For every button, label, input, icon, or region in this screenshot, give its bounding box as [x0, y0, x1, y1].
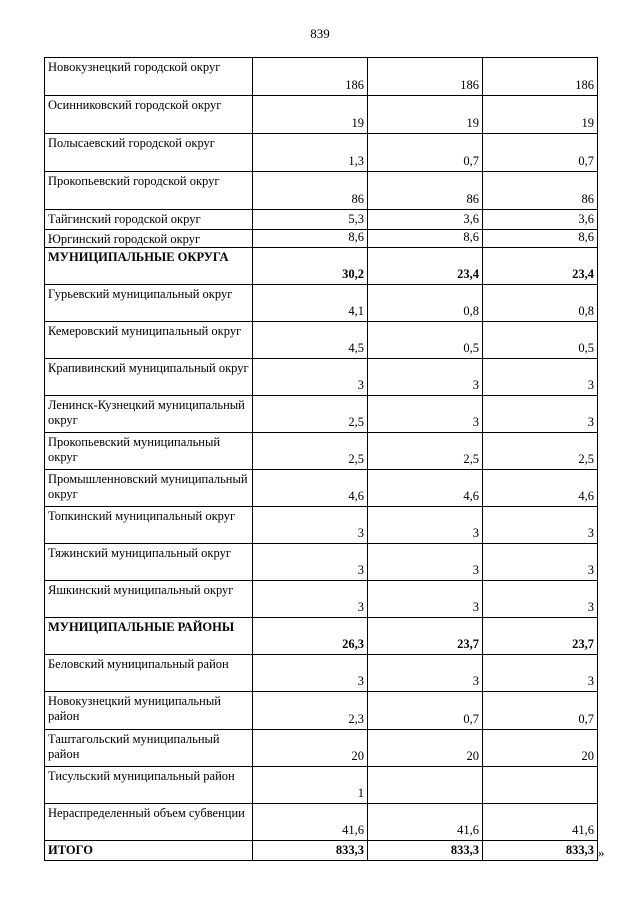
table-summary-row	[45, 248, 598, 285]
value-cell-col-2: 3	[368, 507, 483, 544]
value-cell-col-3: 3	[483, 581, 598, 618]
value-cell-col-1: 4,6	[253, 470, 368, 507]
value-cell-col-2: 3	[368, 655, 483, 692]
value-cell-col-1: 3	[253, 581, 368, 618]
value-cell-col-2	[368, 767, 483, 804]
row-name: ИТОГО	[45, 841, 253, 861]
value-cell-col-2: 186	[368, 58, 483, 96]
value-cell-col-2: 833,3	[368, 841, 483, 861]
row-name: Таштагольский муниципальный район	[45, 730, 253, 767]
value-cell-col-2: 3,6	[368, 210, 483, 230]
table-row	[45, 730, 598, 767]
row-name: Полысаевский городской округ	[45, 134, 253, 172]
value-cell-col-1: 3	[253, 544, 368, 581]
table-row	[45, 692, 598, 730]
value-cell-col-2: 3	[368, 581, 483, 618]
value-cell-col-3: 2,5	[483, 433, 598, 470]
value-cell-col-2: 20	[368, 730, 483, 767]
row-name: Новокузнецкий муниципальный район	[45, 692, 253, 730]
table-row	[45, 470, 598, 507]
row-name: МУНИЦИПАЛЬНЫЕ РАЙОНЫ	[45, 618, 253, 655]
value-cell-col-2: 0,5	[368, 322, 483, 359]
value-cell-col-3: 3	[483, 359, 598, 396]
value-cell-col-3: 3	[483, 544, 598, 581]
row-name: Ленинск-Кузнецкий муниципальный округ	[45, 396, 253, 433]
row-name: Тайгинский городской округ	[45, 210, 253, 230]
row-name: Топкинский муниципальный округ	[45, 507, 253, 544]
value-cell-col-3: 4,6	[483, 470, 598, 507]
closing-quote: »	[598, 845, 605, 860]
value-cell-col-1: 20	[253, 730, 368, 767]
value-cell-col-1: 8,6	[253, 230, 368, 248]
value-cell-col-1: 19	[253, 96, 368, 134]
table-row	[45, 172, 598, 210]
table-row	[45, 767, 598, 804]
table-body	[45, 58, 598, 861]
value-cell-col-2: 3	[368, 544, 483, 581]
row-name: МУНИЦИПАЛЬНЫЕ ОКРУГА	[45, 248, 253, 285]
row-name: Прокопьевский городской округ	[45, 172, 253, 210]
value-cell-col-3: 186	[483, 58, 598, 96]
table-row	[45, 322, 598, 359]
value-cell-col-1: 833,3	[253, 841, 368, 861]
page-number: 839	[310, 26, 330, 41]
value-cell-col-2: 0,7	[368, 692, 483, 730]
table-row	[45, 581, 598, 618]
value-cell-col-3: 3	[483, 507, 598, 544]
value-cell-col-1: 5,3	[253, 210, 368, 230]
row-name: Тисульский муниципальный район	[45, 767, 253, 804]
value-cell-col-2: 3	[368, 359, 483, 396]
value-cell-col-1: 86	[253, 172, 368, 210]
table-row	[45, 655, 598, 692]
value-cell-col-1: 30,2	[253, 248, 368, 285]
value-cell-col-3: 0,7	[483, 134, 598, 172]
row-name: Новокузнецкий городской округ	[45, 58, 253, 96]
row-name: Яшкинский муниципальный округ	[45, 581, 253, 618]
value-cell-col-2: 0,8	[368, 285, 483, 322]
value-cell-col-3: 23,7	[483, 618, 598, 655]
value-cell-col-3: 3	[483, 396, 598, 433]
table-row	[45, 230, 598, 248]
value-cell-col-3: 86	[483, 172, 598, 210]
value-cell-col-3: 23,4	[483, 248, 598, 285]
value-cell-col-1: 26,3	[253, 618, 368, 655]
table-summary-row	[45, 618, 598, 655]
table-summary-row	[45, 841, 598, 861]
value-cell-col-2: 0,7	[368, 134, 483, 172]
value-cell-col-3: 19	[483, 96, 598, 134]
table-row	[45, 285, 598, 322]
row-name: Гурьевский муниципальный округ	[45, 285, 253, 322]
row-name: Юргинский городской округ	[45, 230, 253, 248]
value-cell-col-3: 0,8	[483, 285, 598, 322]
row-name: Промышленновский муниципальный округ	[45, 470, 253, 507]
table-row	[45, 544, 598, 581]
subvention-table	[44, 57, 598, 861]
value-cell-col-2: 23,4	[368, 248, 483, 285]
value-cell-col-2: 23,7	[368, 618, 483, 655]
value-cell-col-1: 3	[253, 359, 368, 396]
table-row	[45, 396, 598, 433]
row-name: Осинниковский городской округ	[45, 96, 253, 134]
value-cell-col-1: 4,5	[253, 322, 368, 359]
value-cell-col-1: 2,5	[253, 433, 368, 470]
value-cell-col-2: 2,5	[368, 433, 483, 470]
value-cell-col-3: 0,5	[483, 322, 598, 359]
value-cell-col-2: 41,6	[368, 804, 483, 841]
value-cell-col-3: 833,3	[483, 841, 598, 861]
table-row	[45, 804, 598, 841]
value-cell-col-1: 2,5	[253, 396, 368, 433]
table-row	[45, 359, 598, 396]
value-cell-col-2: 3	[368, 396, 483, 433]
value-cell-col-2: 4,6	[368, 470, 483, 507]
value-cell-col-3	[483, 767, 598, 804]
value-cell-col-2: 19	[368, 96, 483, 134]
value-cell-col-3: 3	[483, 655, 598, 692]
row-name: Крапивинский муниципальный округ	[45, 359, 253, 396]
value-cell-col-1: 3	[253, 655, 368, 692]
row-name: Прокопьевский муниципальный округ	[45, 433, 253, 470]
table-row	[45, 96, 598, 134]
value-cell-col-1: 3	[253, 507, 368, 544]
value-cell-col-3: 41,6	[483, 804, 598, 841]
value-cell-col-2: 86	[368, 172, 483, 210]
table-row	[45, 58, 598, 96]
value-cell-col-1: 1,3	[253, 134, 368, 172]
value-cell-col-1: 41,6	[253, 804, 368, 841]
value-cell-col-1: 2,3	[253, 692, 368, 730]
row-name: Тяжинский муниципальный округ	[45, 544, 253, 581]
value-cell-col-3: 3,6	[483, 210, 598, 230]
value-cell-col-2: 8,6	[368, 230, 483, 248]
row-name: Кемеровский муниципальный округ	[45, 322, 253, 359]
row-name: Беловский муниципальный район	[45, 655, 253, 692]
row-name: Нераспределенный объем субвенции	[45, 804, 253, 841]
value-cell-col-3: 20	[483, 730, 598, 767]
value-cell-col-1: 4,1	[253, 285, 368, 322]
value-cell-col-3: 8,6	[483, 230, 598, 248]
value-cell-col-3: 0,7	[483, 692, 598, 730]
table-row	[45, 134, 598, 172]
table-row	[45, 507, 598, 544]
value-cell-col-1: 1	[253, 767, 368, 804]
table-row	[45, 210, 598, 230]
value-cell-col-1: 186	[253, 58, 368, 96]
table-row	[45, 433, 598, 470]
